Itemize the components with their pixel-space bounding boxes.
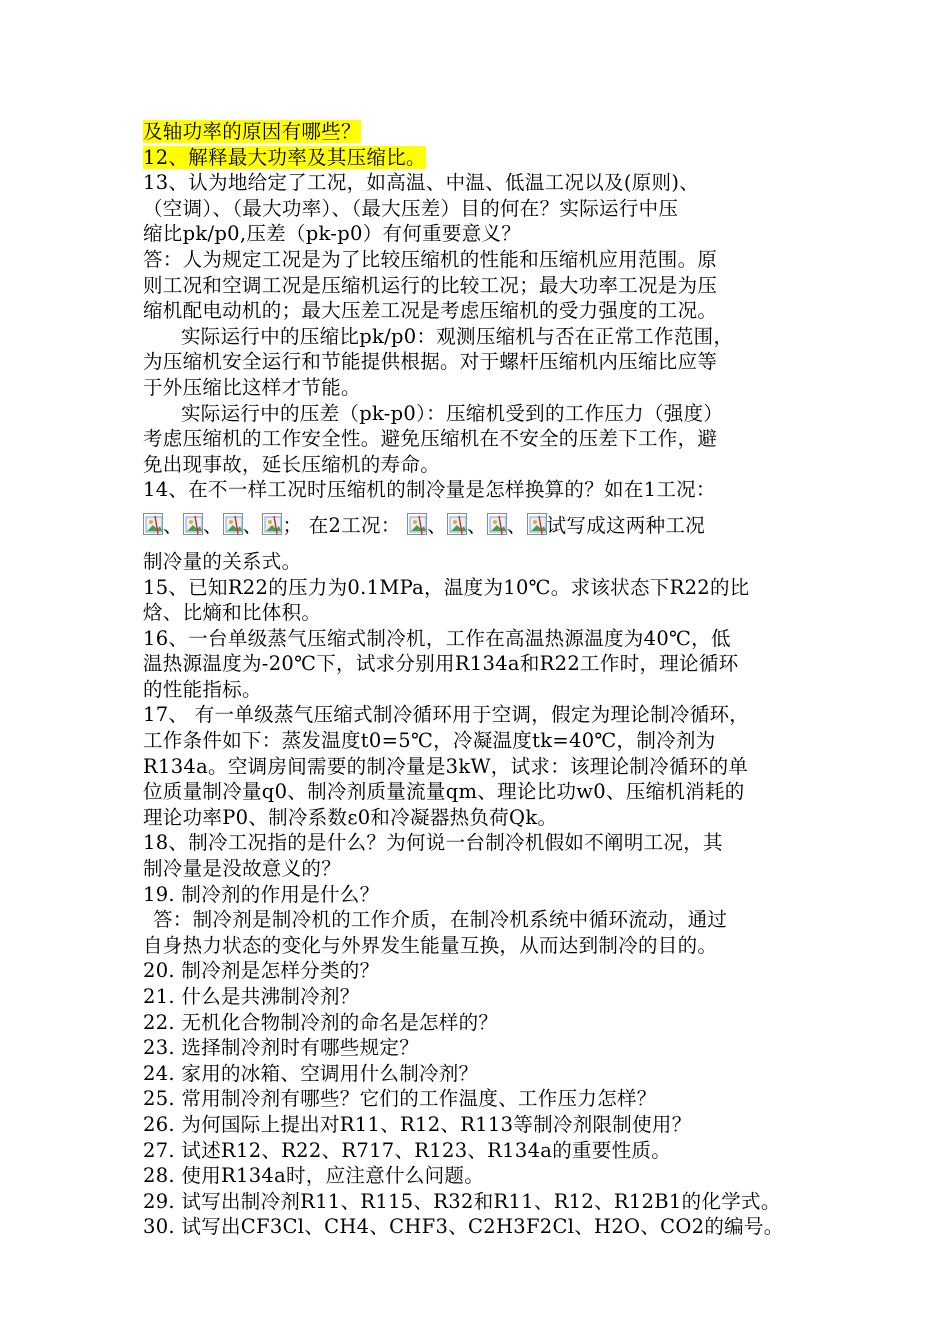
- broken-image-icon: [527, 513, 547, 535]
- q15-line-2: 焓、比熵和比体积。: [143, 601, 322, 625]
- document-page: [143, 119, 823, 1240]
- q25: 25. 常用制冷剂有哪些？它们的工作温度、工作压力怎样？: [143, 1087, 657, 1111]
- answer-13-line-6: 于外压缩比这样才节能。: [143, 375, 361, 399]
- broken-image-icon: [407, 513, 427, 535]
- q14-line-3: 制冷量的关系式。: [143, 549, 302, 573]
- q17-line-5: 理论功率P0、制冷系数ε0和冷凝器热负荷Qk。: [143, 805, 558, 829]
- answer-19-line-1: 答：制冷剂是制冷机的工作介质，在制冷机系统中循环流动，通过: [153, 908, 728, 932]
- q16-line-1: 16、一台单级蒸气压缩式制冷机，工作在高温热源温度为40℃，低: [143, 626, 731, 650]
- q17-line-4: 位质量制冷量q0、制冷剂质量流量qm、理论比功w0、压缩机消耗的: [143, 780, 745, 804]
- broken-image-icon: [183, 513, 203, 535]
- q14-line-1: 14、在不一样工况时压缩机的制冷量是怎样换算的？如在1工况：: [143, 478, 716, 502]
- q13-line-2: （空调）、（最大功率）、（最大压差）目的何在？实际运行中压: [143, 196, 679, 220]
- q12-highlighted: 12、解释最大功率及其压缩比。: [143, 145, 426, 169]
- broken-image-icon: [262, 513, 282, 535]
- q24: 24. 家用的冰箱、空调用什么制冷剂？: [143, 1061, 479, 1085]
- q21: 21. 什么是共沸制冷剂？: [143, 985, 360, 1008]
- answer-13-line-9: 免出现事故，延长压缩机的寿命。: [143, 452, 441, 476]
- answer-13-line-5: 为压缩机安全运行和节能提供根据。对于螺杆压缩机内压缩比应等: [143, 350, 718, 374]
- q18-line-2: 制冷量是没故意义的？: [143, 857, 342, 881]
- q16-line-3: 的性能指标。: [143, 677, 262, 701]
- broken-image-icon: [143, 513, 163, 535]
- q13-line-1: 13、认为地给定了工况，如高温、中温、低温工况以及(原则)、: [143, 171, 700, 195]
- broken-image-icon: [223, 513, 243, 535]
- q17-line-1: 17、 有一单级蒸气压缩式制冷循环用于空调，假定为理论制冷循环，: [143, 703, 750, 727]
- q30: 30. 试写出CF3Cl、CH4、CHF3、C2H3F2Cl、H2O、CO2的编号。: [143, 1215, 784, 1239]
- q23: 23. 选择制冷剂时有哪些规定？: [143, 1036, 420, 1060]
- answer-13-line-2: 则工况和空调工况是压缩机运行的比较工况；最大功率工况是为压: [143, 273, 718, 297]
- answer-13-line-3: 缩机配电动机的；最大压差工况是考虑压缩机的受力强度的工况。: [143, 299, 718, 323]
- q11-tail-highlighted: 及轴功率的原因有哪些？: [143, 120, 361, 143]
- answer-19-line-2: 自身热力状态的变化与外界发生能量互换，从而达到制冷的目的。: [143, 933, 718, 957]
- q13-line-3: 缩比pk/p0,压差（pk-p0）有何重要意义？: [143, 222, 522, 246]
- q17-line-2: 工作条件如下：蒸发温度t0=5℃，冷凝温度tk=40℃，制冷剂为: [143, 729, 716, 753]
- q28: 28. 使用R134a时，应注意什么问题。: [143, 1164, 485, 1188]
- q14-formula-line: 、 、 、 ； 在2工况： 、 、 、 试写成这两种工况: [143, 503, 823, 549]
- q17-line-3: R134a。空调房间需要的制冷量是3kW，试求：该理论制冷循环的单: [143, 754, 749, 778]
- q20: 20. 制冷剂是怎样分类的？: [143, 959, 380, 983]
- answer-13-line-8: 考虑压缩机的工作安全性。避免压缩机在不安全的压差下工作，避: [143, 427, 718, 451]
- q29: 29. 试写出制冷剂R11、R115、R32和R11、R12、R12B1的化学式。: [143, 1189, 781, 1213]
- q27: 27. 试述R12、R22、R717、R123、R134a的重要性质。: [143, 1138, 672, 1162]
- q16-line-2: 温热源温度为-20℃下，试求分别用R134a和R22工作时，理论循环: [143, 652, 739, 676]
- q22: 22. 无机化合物制冷剂的命名是怎样的？: [143, 1010, 499, 1034]
- answer-13-line-4: 实际运行中的压缩比pk/p0：观测压缩机与否在正常工作范围，: [181, 324, 734, 348]
- broken-image-icon: [447, 513, 467, 535]
- q26: 26. 为何国际上提出对R11、R12、R113等制冷剂限制使用？: [143, 1112, 692, 1136]
- answer-13-line-7: 实际运行中的压差（pk-p0）：压缩机受到的工作压力（强度）: [181, 401, 724, 425]
- broken-image-icon: [487, 513, 507, 535]
- q19: 19. 制冷剂的作用是什么？: [143, 882, 380, 906]
- answer-13-line-1: 答：人为规定工况是为了比较压缩机的性能和压缩机应用范围。原: [143, 247, 718, 271]
- q18-line-1: 18、制冷工况指的是什么？为何说一台制冷机假如不阐明工况，其: [143, 831, 723, 855]
- q15-line-1: 15、已知R22的压力为0.1MPa，温度为10℃。求该状态下R22的比: [143, 575, 750, 599]
